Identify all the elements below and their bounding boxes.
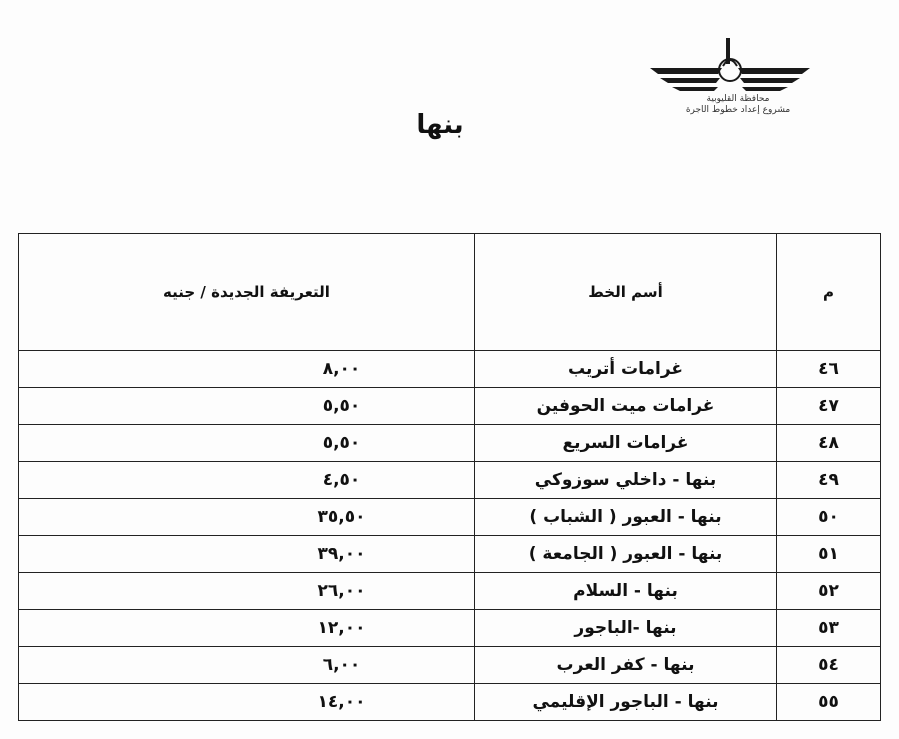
row-line-name: غرامات السريع <box>475 425 777 462</box>
logo-line-2: مشروع إعداد خطوط الأجرة <box>685 105 791 115</box>
row-number: ٤٩ <box>777 462 881 499</box>
page-title: بنها <box>416 110 464 140</box>
table-row <box>19 573 881 610</box>
row-fare: ١٢,٠٠ <box>317 618 366 638</box>
row-fare: ١٤,٠٠ <box>317 692 366 712</box>
row-number: ٥٣ <box>777 610 881 647</box>
row-line-name: بنها - العبور ( الجامعة ) <box>475 536 777 573</box>
row-fare: ٥,٥٠ <box>322 396 361 416</box>
row-line-name: غرامات أتريب <box>475 351 777 388</box>
row-number: ٥٠ <box>777 499 881 536</box>
row-number: ٤٧ <box>777 388 881 425</box>
row-fare: ٥,٥٠ <box>322 433 361 453</box>
row-line-name: بنها - كفر العرب <box>475 647 777 684</box>
table-row <box>19 647 881 684</box>
row-fare: ٨,٠٠ <box>322 359 361 379</box>
table-row <box>19 610 881 647</box>
table-row <box>19 684 881 721</box>
table-row <box>19 536 881 573</box>
row-line-name: غرامات ميت الحوفين <box>475 388 777 425</box>
header-number: م <box>777 234 881 351</box>
row-line-name: بنها - داخلي سوزوكي <box>475 462 777 499</box>
table-row <box>19 351 881 388</box>
row-line-name: بنها - السلام <box>475 573 777 610</box>
row-fare: ٦,٠٠ <box>322 655 361 675</box>
table-row <box>19 462 881 499</box>
row-number: ٥٢ <box>777 573 881 610</box>
table-header-row <box>19 234 881 351</box>
row-number: ٥٤ <box>777 647 881 684</box>
row-number: ٥١ <box>777 536 881 573</box>
row-line-name: بنها -الباجور <box>475 610 777 647</box>
header-fare: التعريفة الجديدة / جنيه <box>19 234 475 351</box>
table-row <box>19 388 881 425</box>
table-row <box>19 425 881 462</box>
logo-line-1: محافظة القليوبية <box>706 94 770 104</box>
row-fare: ٣٩,٠٠ <box>317 544 366 564</box>
row-number: ٤٦ <box>777 351 881 388</box>
row-number: ٤٨ <box>777 425 881 462</box>
row-fare: ٣٥,٥٠ <box>317 507 366 527</box>
fare-table <box>18 233 881 721</box>
row-line-name: بنها - الباجور الإقليمي <box>475 684 777 721</box>
row-fare: ٤,٥٠ <box>322 470 361 490</box>
header-line-name: أسم الخط <box>475 234 777 351</box>
logo-caption <box>638 94 838 116</box>
row-fare: ٢٦,٠٠ <box>317 581 366 601</box>
row-line-name: بنها - العبور ( الشباب ) <box>475 499 777 536</box>
row-number: ٥٥ <box>777 684 881 721</box>
table-row <box>19 499 881 536</box>
